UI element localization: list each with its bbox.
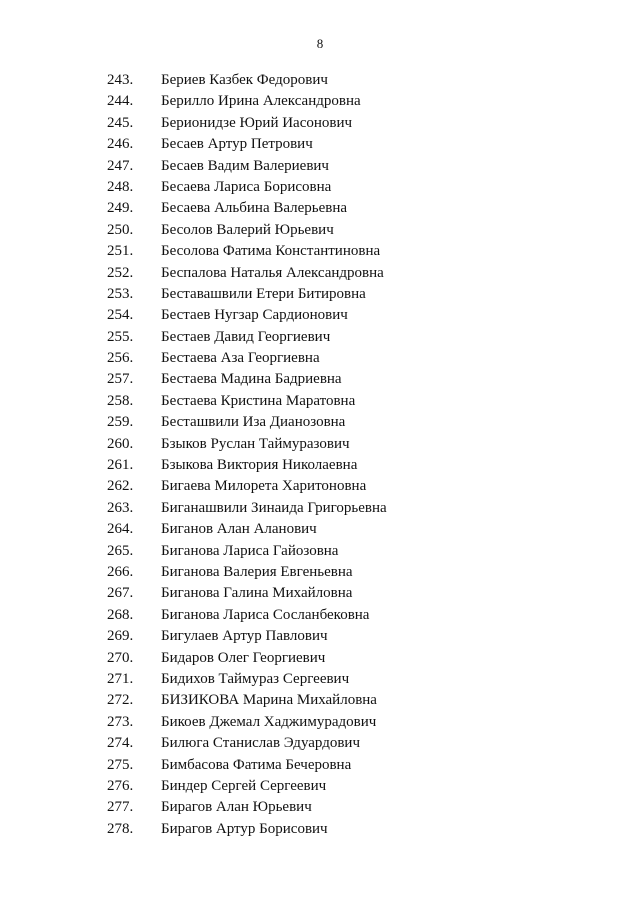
entry-number: 265.: [107, 542, 134, 559]
list-item: [0, 690, 640, 711]
entry-name: Бестаева Кристина Маратовна: [161, 392, 356, 409]
entry-name: Бестаева Аза Георгиевна: [161, 350, 320, 367]
list-item: [0, 220, 640, 241]
entry-name: Бигаева Милорета Харитоновна: [161, 478, 367, 495]
entry-number: 266.: [107, 563, 134, 580]
entry-name: Билюга Станислав Эдуардович: [161, 735, 360, 752]
entry-number: 250.: [107, 221, 134, 238]
list-item: [0, 605, 640, 626]
entry-name: Биганова Лариса Сосланбековна: [161, 606, 370, 623]
entry-number: 249.: [107, 200, 134, 217]
entry-name: Бирагов Артур Борисович: [161, 820, 328, 837]
list-item: [0, 70, 640, 91]
entry-name: Бирагов Алан Юрьевич: [161, 799, 312, 816]
list-item: [0, 391, 640, 412]
list-item: [0, 113, 640, 134]
list-item: [0, 648, 640, 669]
list-item: [0, 284, 640, 305]
list-item: [0, 733, 640, 754]
entry-name: Биганова Валерия Евгеньевна: [161, 563, 353, 580]
entry-name: Бесташвили Иза Дианозовна: [161, 414, 346, 431]
entry-number: 258.: [107, 392, 134, 409]
entry-name: Бесолова Фатима Константиновна: [161, 243, 381, 260]
list-item: [0, 241, 640, 262]
list-item: [0, 583, 640, 604]
entry-list: [0, 70, 640, 840]
entry-number: 278.: [107, 820, 134, 837]
list-item: [0, 626, 640, 647]
entry-number: 268.: [107, 606, 134, 623]
entry-number: 244.: [107, 93, 134, 110]
entry-name: Бестаева Мадина Бадриевна: [161, 371, 342, 388]
entry-number: 245.: [107, 114, 134, 131]
entry-name: Бесолов Валерий Юрьевич: [161, 221, 334, 238]
list-item: [0, 327, 640, 348]
entry-name: Берионидзе Юрий Иасонович: [161, 114, 353, 131]
entry-number: 257.: [107, 371, 134, 388]
list-item: [0, 348, 640, 369]
entry-number: 248.: [107, 178, 134, 195]
list-item: [0, 305, 640, 326]
entry-name: Беспалова Наталья Александровна: [161, 264, 384, 281]
list-item: [0, 412, 640, 433]
list-item: [0, 498, 640, 519]
entry-number: 255.: [107, 328, 134, 345]
entry-name: Бикоев Джемал Хаджимурадович: [161, 713, 377, 730]
entry-name: Бимбасова Фатима Бечеровна: [161, 756, 352, 773]
entry-number: 269.: [107, 628, 134, 645]
list-item: [0, 455, 640, 476]
entry-number: 273.: [107, 713, 134, 730]
entry-number: 246.: [107, 136, 134, 153]
list-item: [0, 519, 640, 540]
list-item: [0, 562, 640, 583]
entry-name: Бесаева Альбина Валерьевна: [161, 200, 348, 217]
entry-number: 247.: [107, 157, 134, 174]
list-item: [0, 156, 640, 177]
entry-number: 267.: [107, 585, 134, 602]
list-item: [0, 91, 640, 112]
entry-number: 263.: [107, 499, 134, 516]
entry-name: Бзыков Руслан Таймуразович: [161, 435, 350, 452]
entry-name: Биганов Алан Аланович: [161, 521, 317, 538]
list-item: [0, 177, 640, 198]
entry-number: 264.: [107, 521, 134, 538]
entry-name: Бесаев Вадим Валериевич: [161, 157, 329, 174]
entry-name: Беставашвили Етери Битировна: [161, 285, 366, 302]
list-item: [0, 755, 640, 776]
entry-name: Биганашвили Зинаида Григорьевна: [161, 499, 387, 516]
entry-name: Бидихов Таймураз Сергеевич: [161, 670, 350, 687]
entry-name: Бзыкова Виктория Николаевна: [161, 457, 358, 474]
entry-number: 270.: [107, 649, 134, 666]
list-item: [0, 134, 640, 155]
entry-number: 271.: [107, 670, 134, 687]
entry-name: Бесаева Лариса Борисовна: [161, 178, 332, 195]
entry-number: 260.: [107, 435, 134, 452]
page-number: 8: [316, 36, 324, 51]
list-item: [0, 819, 640, 840]
list-item: [0, 263, 640, 284]
entry-name: Бидаров Олег Георгиевич: [161, 649, 326, 666]
entry-number: 259.: [107, 414, 134, 431]
entry-name: Бигулаев Артур Павлович: [161, 628, 328, 645]
entry-number: 275.: [107, 756, 134, 773]
entry-name: Бестаев Давид Георгиевич: [161, 328, 331, 345]
entry-number: 251.: [107, 243, 134, 260]
entry-number: 277.: [107, 799, 134, 816]
list-item: [0, 434, 640, 455]
entry-name: БИЗИКОВА Марина Михайловна: [161, 692, 377, 709]
entry-number: 253.: [107, 285, 134, 302]
list-item: [0, 797, 640, 818]
list-item: [0, 541, 640, 562]
list-item: [0, 369, 640, 390]
list-item: [0, 712, 640, 733]
entry-number: 274.: [107, 735, 134, 752]
list-item: [0, 669, 640, 690]
entry-number: 252.: [107, 264, 134, 281]
list-item: [0, 776, 640, 797]
entry-number: 256.: [107, 350, 134, 367]
entry-name: Берилло Ирина Александровна: [161, 93, 361, 110]
entry-name: Бестаев Нугзар Сардионович: [161, 307, 348, 324]
entry-number: 262.: [107, 478, 134, 495]
entry-name: Биндер Сергей Сергеевич: [161, 777, 327, 794]
entry-name: Бериев Казбек Федорович: [161, 72, 328, 88]
list-item: [0, 476, 640, 497]
entry-number: 243.: [107, 72, 134, 88]
entry-name: Биганова Галина Михайловна: [161, 585, 353, 602]
entry-number: 254.: [107, 307, 134, 324]
entry-number: 272.: [107, 692, 134, 709]
entry-number: 276.: [107, 777, 134, 794]
entry-number: 261.: [107, 457, 134, 474]
entry-name: Бесаев Артур Петрович: [161, 136, 313, 153]
entry-name: Биганова Лариса Гайозовна: [161, 542, 339, 559]
list-item: [0, 198, 640, 219]
